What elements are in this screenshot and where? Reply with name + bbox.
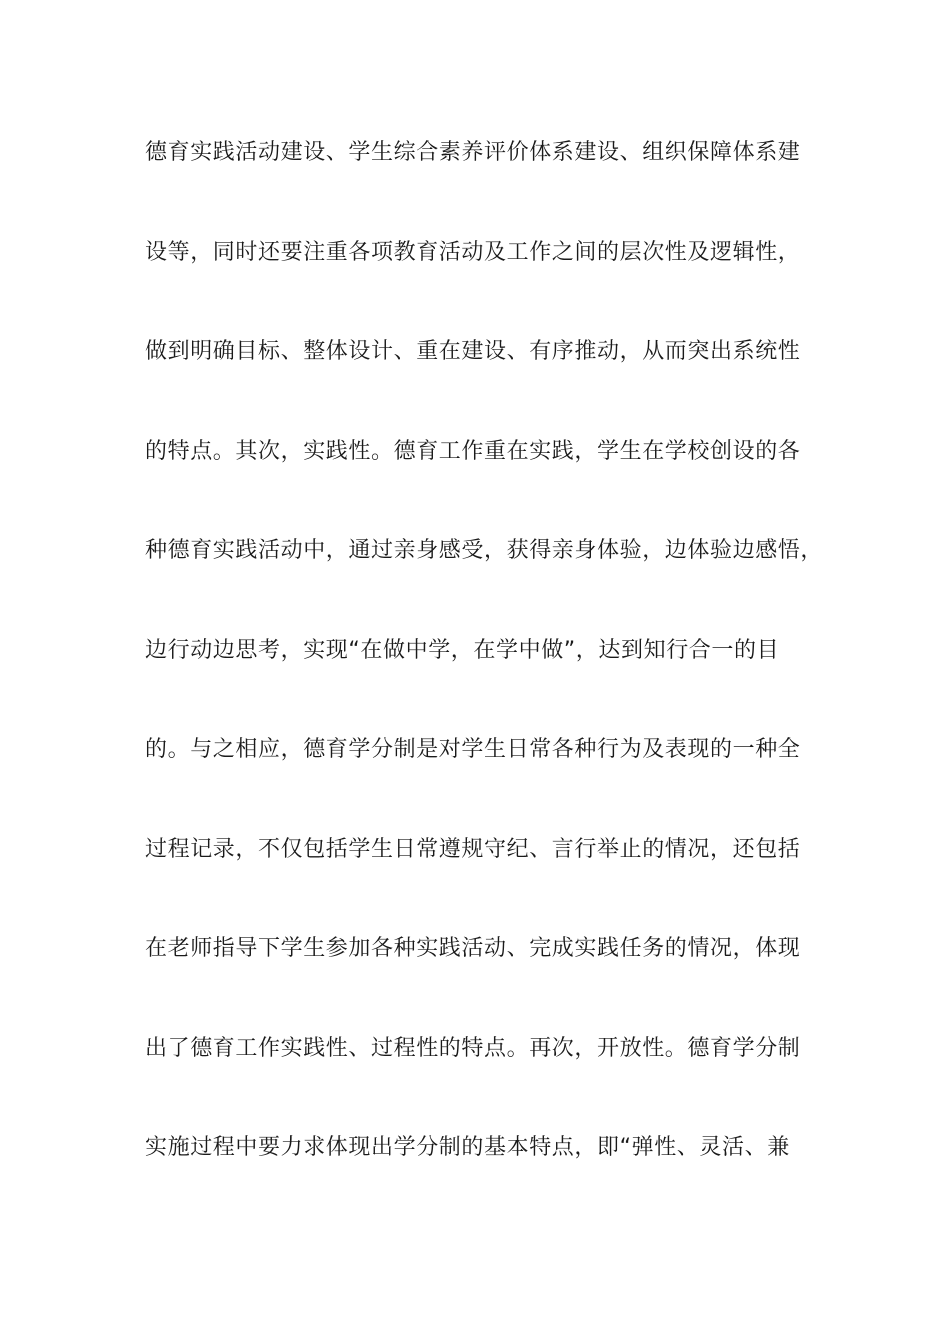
text-line-7: 的。与之相应，德育学分制是对学生日常各种行为及表现的一种全 bbox=[145, 737, 801, 762]
text-line-6: 边行动边思考，实现“在做中学，在学中做”，达到知行合一的目 bbox=[145, 637, 780, 663]
text-line-5: 种德育实践活动中，通过亲身感受，获得亲身体验，边体验边感悟， bbox=[145, 538, 824, 563]
text-line-1: 德育实践活动建设、学生综合素养评价体系建设、组织保障体系建 bbox=[145, 140, 801, 165]
text-line-8: 过程记录，不仅包括学生日常遵规守纪、言行举止的情况，还包括 bbox=[145, 836, 801, 862]
text-line-10: 出了德育工作实践性、过程性的特点。再次，开放性。德育学分制 bbox=[145, 1035, 801, 1061]
text-line-4: 的特点。其次，实践性。德育工作重在实践，学生在学校创设的各 bbox=[145, 438, 801, 464]
text-line-3: 做到明确目标、整体设计、重在建设、有序推动，从而突出系统性 bbox=[145, 339, 801, 364]
body-text bbox=[145, 131, 835, 1226]
text-line-2: 设等，同时还要注重各项教育活动及工作之间的层次性及逻辑性， bbox=[145, 239, 801, 265]
text-line-11: 实施过程中要力求体现出学分制的基本特点，即“弹性、灵活、兼 bbox=[145, 1135, 790, 1160]
text-line-9: 在老师指导下学生参加各种实践活动、完成实践任务的情况，体现 bbox=[145, 936, 801, 961]
